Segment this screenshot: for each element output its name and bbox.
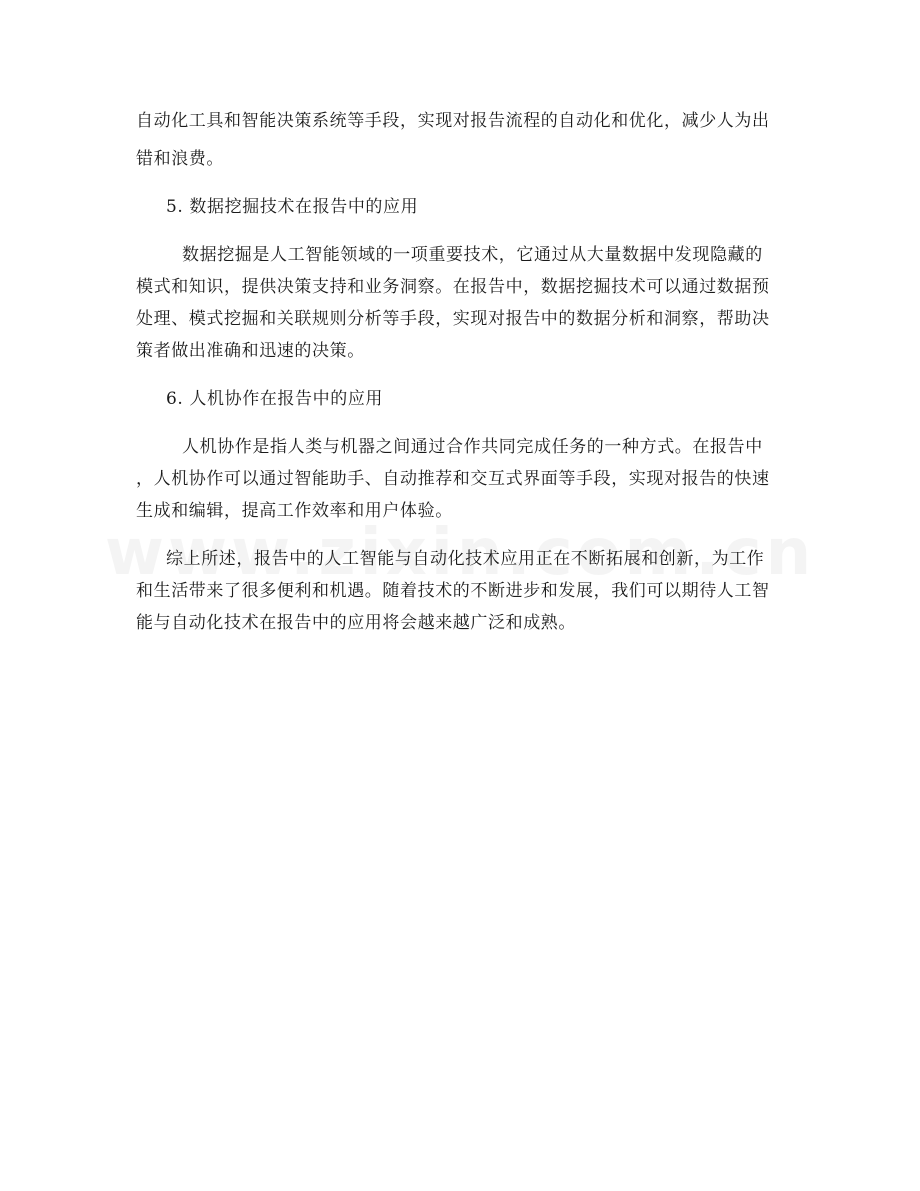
paragraph-line: 处理、模式挖掘和关联规则分析等手段，实现对报告中的数据分析和洞察，帮助决	[136, 309, 770, 329]
paragraph-line: 模式和知识，提供决策支持和业务洞察。在报告中，数据挖掘技术可以通过数据预	[136, 277, 770, 297]
paragraph-line: 和生活带来了很多便利和机遇。随着技术的不断进步和发展，我们可以期待人工智	[136, 581, 770, 601]
paragraph-line: 错和浪费。	[136, 149, 224, 169]
paragraph-line: 自动化工具和智能决策系统等手段，实现对报告流程的自动化和优化，减少人为出	[136, 111, 770, 131]
paragraph-line: 能与自动化技术在报告中的应用将会越来越广泛和成熟。	[136, 613, 576, 633]
section-heading-5: 5. 数据挖掘技术在报告中的应用	[166, 197, 419, 217]
paragraph-line: 数据挖掘是人工智能领域的一项重要技术，它通过从大量数据中发现隐藏的	[182, 245, 763, 265]
paragraph-line: 人机协作是指人类与机器之间通过合作共同完成任务的一种方式。在报告中	[182, 437, 763, 457]
paragraph-line: ，人机协作可以通过智能助手、自动推荐和交互式界面等手段，实现对报告的快速	[136, 469, 770, 489]
paragraph-line: 生成和编辑，提高工作效率和用户体验。	[136, 501, 453, 521]
paragraph-line: 综上所述，报告中的人工智能与自动化技术应用正在不断拓展和创新，为工作	[166, 549, 765, 569]
section-heading-6: 6. 人机协作在报告中的应用	[166, 389, 384, 409]
paragraph-line: 策者做出准确和迅速的决策。	[136, 341, 365, 361]
